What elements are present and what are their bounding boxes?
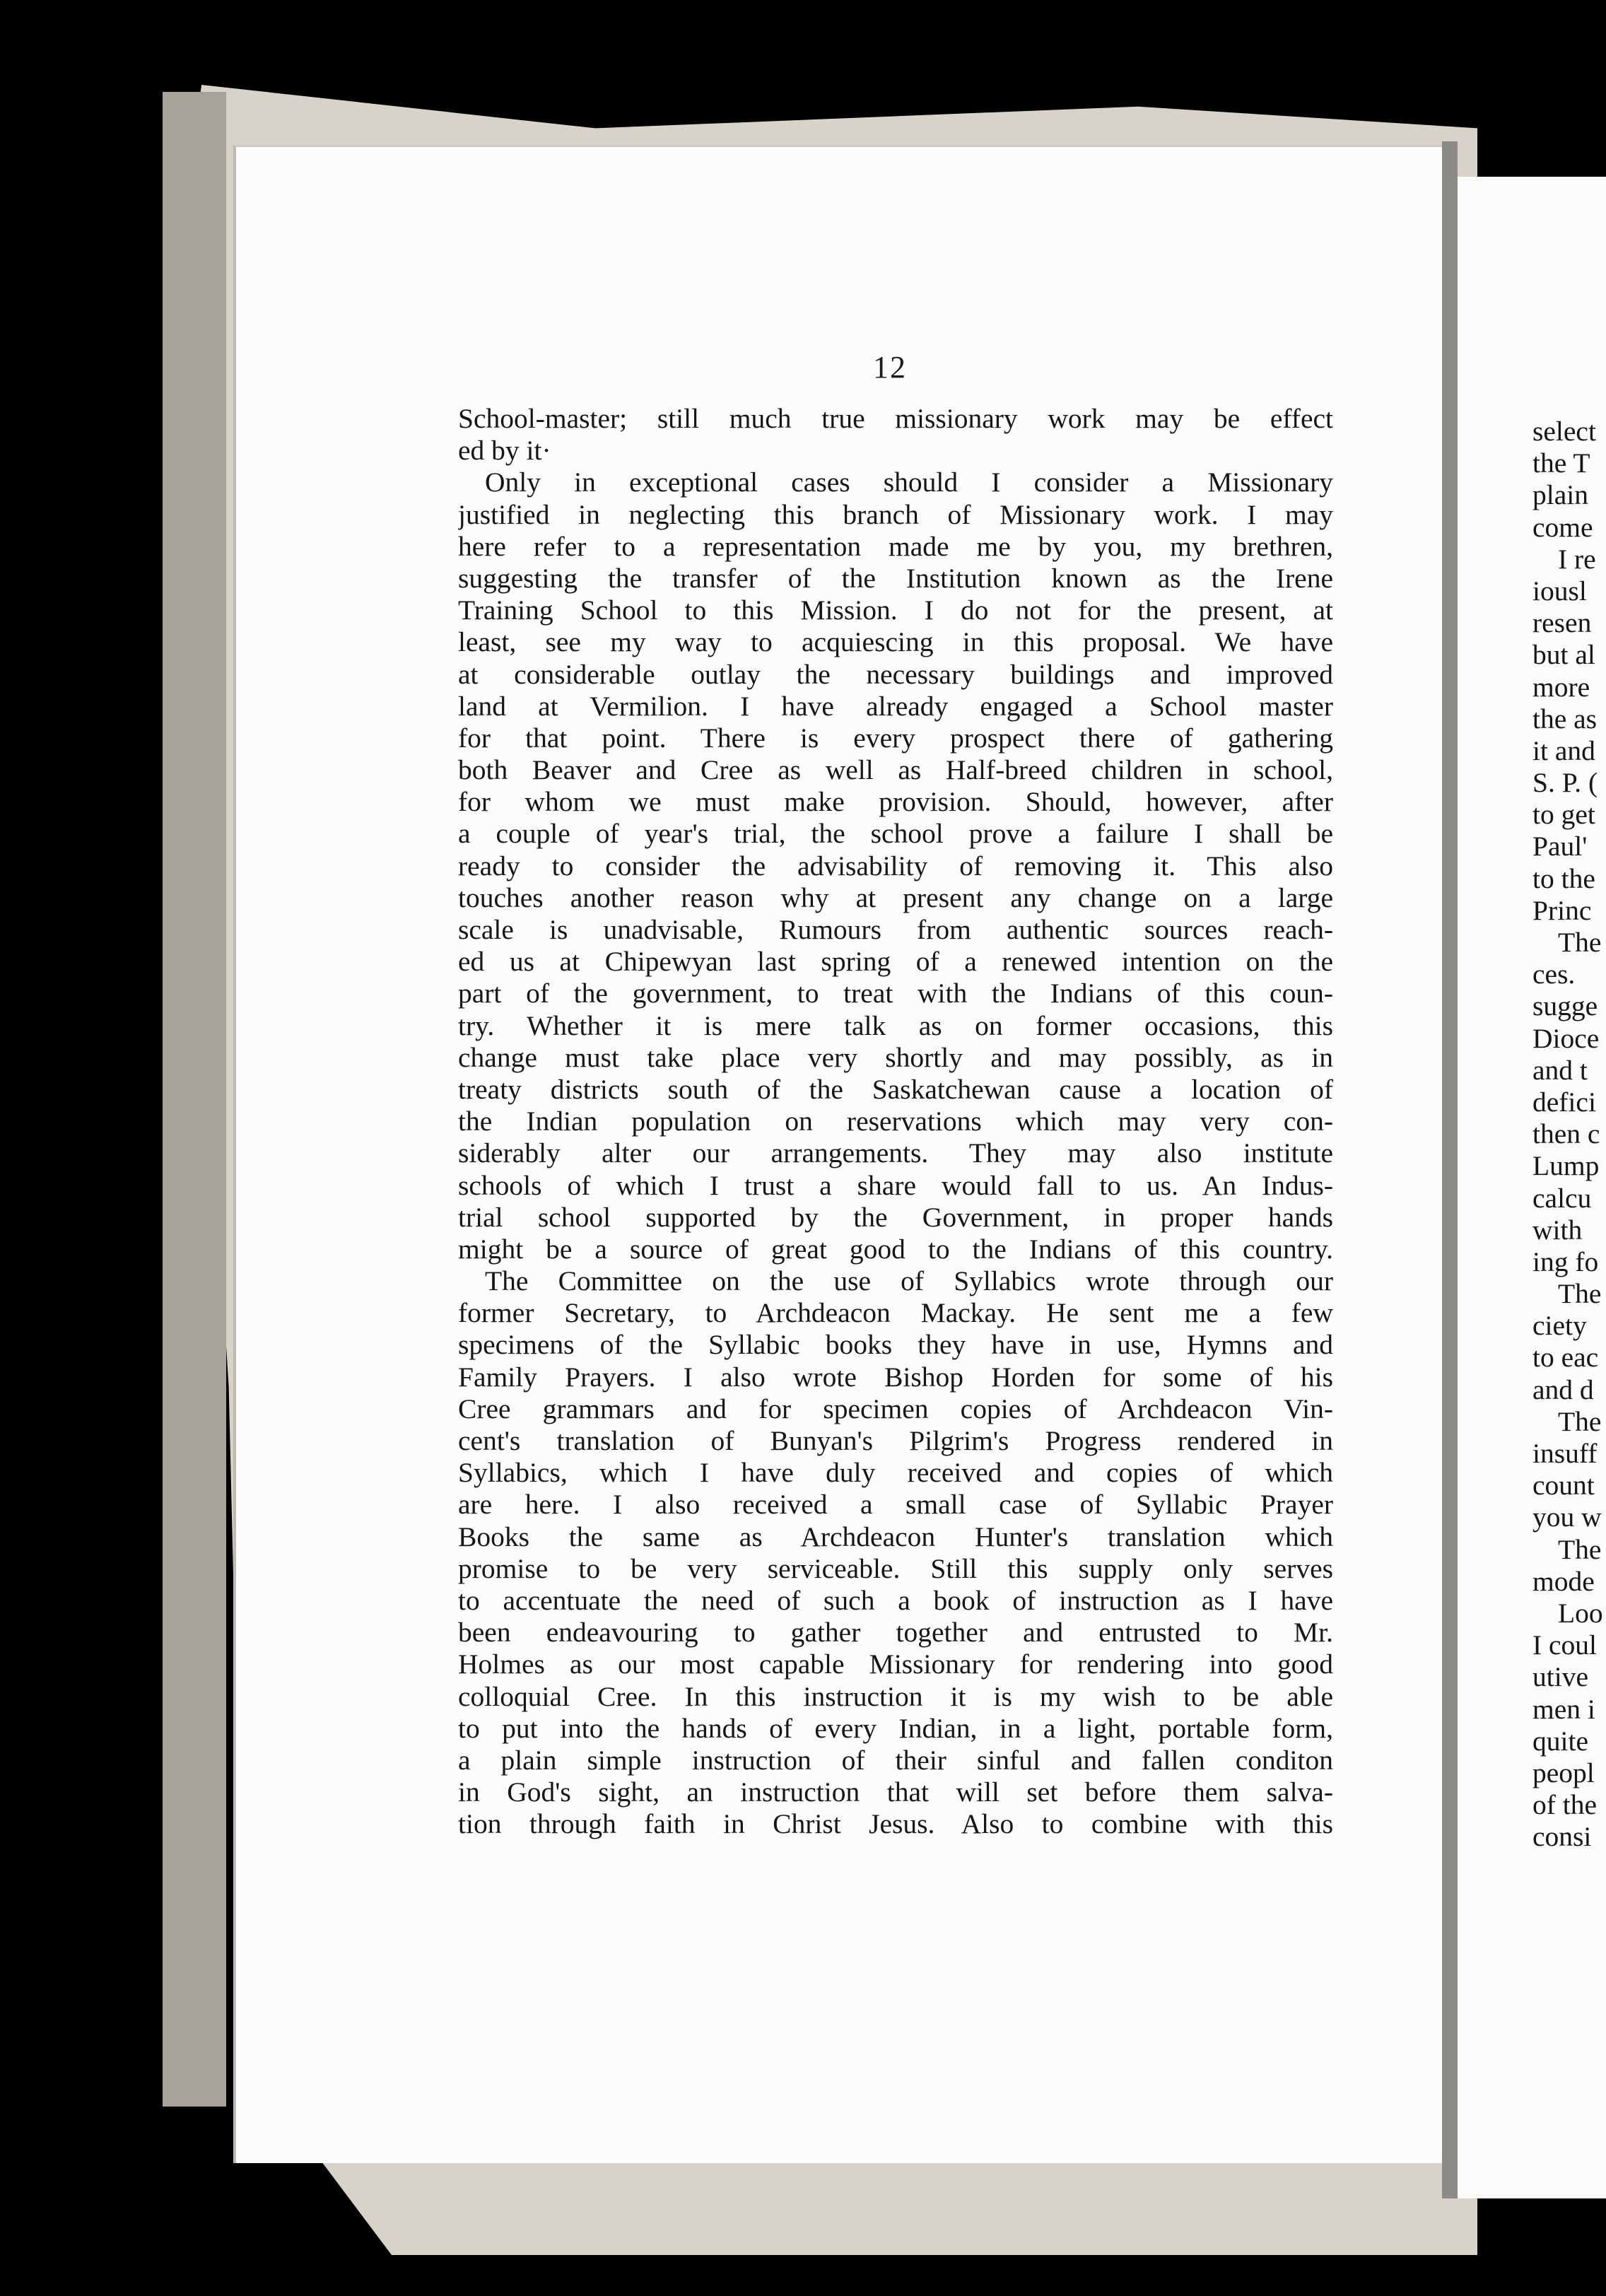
text-line: land at Vermilion. I have already engaged a School master [458,690,1333,722]
text-line: promise to be very serviceable. Still this supply only serves [458,1552,1333,1584]
facing-text-line: consi [1532,1821,1592,1853]
text-line: trial school supported by the Government, in proper hands [458,1201,1333,1233]
facing-text-line: iousl [1532,575,1587,607]
facing-text-line: then c [1532,1118,1600,1150]
facing-text-line: The [1558,927,1602,958]
text-line: suggesting the transfer of the Institution known as the Irene [458,562,1333,594]
text-line: Only in exceptional cases should I consider a Missionary [485,467,1333,498]
text-line: try. Whether it is mere talk as on former occasions, this [458,1009,1333,1041]
text-line: former Secretary, to Archdeacon Mackay. He sent me a few [458,1297,1333,1329]
text-line: a plain simple instruction of their sinful and fallen conditon [458,1744,1333,1776]
facing-text-line: and d [1532,1374,1594,1405]
text-line: might be a source of great good to the Indians of this country. [458,1233,1333,1265]
text-line: School-master; still much true missionary work may be effect [458,403,1333,434]
text-line: the Indian population on reservations which may very con- [458,1106,1333,1137]
text-line: scale is unadvisable, Rumours from authentic sources reach- [458,914,1333,945]
facing-text-line: it and [1532,734,1595,766]
facing-text-line: S. P. ( [1532,767,1598,799]
text-line: tion through faith in Christ Jesus. Also to combine with this [458,1808,1333,1840]
text-line: to put into the hands of every Indian, in a light, portable form, [458,1712,1333,1744]
facing-text-line: come [1532,511,1593,543]
text-line: a couple of year's trial, the school prove a failure I shall be [458,818,1333,850]
facing-text-line: sugge [1532,990,1598,1022]
text-line: Training School to this Mission. I do not for the present, at [458,594,1333,626]
facing-text-line: calcu [1532,1182,1592,1214]
facing-text-line: Lump [1532,1150,1600,1182]
facing-text-line: peopl [1532,1757,1595,1788]
facing-text-line: to the [1532,862,1595,894]
text-line: in God's sight, an instruction that will set before them salva- [458,1776,1333,1808]
text-line: at considerable outlay the necessary buildings and improved [458,658,1333,690]
facing-text-line: but al [1532,639,1595,671]
facing-text-line: and t [1532,1054,1588,1086]
facing-text-line: ces. [1532,959,1576,990]
facing-text-line: I re [1558,543,1596,575]
text-line: part of the government, to treat with the Indians of this coun- [458,978,1333,1009]
text-line: are here. I also received a small case of Syllabic Prayer [458,1489,1333,1521]
text-line: Syllabics, which I have duly received and copies of which [458,1457,1333,1489]
page-stacked-edges [163,92,226,2107]
facing-text-line: Princ [1532,894,1592,926]
facing-text-line: select [1532,416,1596,447]
text-line: specimens of the Syllabic books they have in use, Hymns and [458,1329,1333,1361]
text-line: justified in neglecting this branch of Missionary work. I may [458,498,1333,530]
facing-text-line: mode [1532,1565,1595,1597]
text-line: Family Prayers. I also wrote Bishop Horden for some of his [458,1361,1333,1393]
text-line: for that point. There is every prospect there of gathering [458,722,1333,754]
facing-text-line: Dioce [1532,1022,1600,1054]
text-line: for whom we must make provision. Should, however, after [458,786,1333,818]
facing-text-line: to eac [1532,1342,1599,1374]
facing-text-line: ing fo [1532,1246,1599,1277]
facing-text-line: resen [1532,607,1592,639]
facing-text-line: the T [1532,447,1590,479]
text-line: ed us at Chipewyan last spring of a renewed intention on the [458,946,1333,978]
text-line: both Beaver and Cree as well as Half-breed children in school, [458,754,1333,786]
facing-text-line: to get [1532,799,1595,831]
facing-text-line: men i [1532,1693,1595,1725]
text-line: The Committee on the use of Syllabics wrote through our [485,1265,1333,1297]
text-line: siderably alter our arrangements. They may also institute [458,1137,1333,1169]
text-line: here refer to a representation made me by you, my brethren, [458,530,1333,562]
facing-text-line: utive [1532,1661,1588,1693]
page-number: 12 [873,350,907,385]
facing-text-line: Paul' [1532,831,1588,862]
text-line: colloquial Cree. In this instruction it is my wish to be able [458,1680,1333,1712]
text-line: Books the same as Archdeacon Hunter's translation which [458,1521,1333,1552]
page-body-text [458,403,1333,1840]
facing-text-line: more [1532,671,1590,703]
facing-text-line: you w [1532,1501,1602,1533]
facing-text-line: of the [1532,1789,1598,1821]
facing-text-line: quite [1532,1725,1588,1757]
facing-text-line: I coul [1532,1629,1598,1661]
text-line: touches another reason why at present any change on a large [458,882,1333,913]
text-line: change must take place very shortly and may possibly, as in [458,1041,1333,1073]
facing-page-text [1532,416,1603,1853]
text-line: treaty districts south of the Saskatchewan cause a location of [458,1073,1333,1105]
text-line: least, see my way to acquiescing in this proposal. We have [458,626,1333,658]
text-line: ed by it· [458,435,551,467]
facing-text-line: plain [1532,479,1588,511]
text-line: Holmes as our most capable Missionary for rendering into good [458,1648,1333,1680]
text-line: Cree grammars and for specimen copies of Archdeacon Vin- [458,1393,1333,1424]
facing-text-line: The [1558,1278,1602,1310]
text-line: been endeavouring to gather together and entrusted to Mr. [458,1617,1333,1648]
text-line: schools of which I trust a share would fall to us. An Indus- [458,1169,1333,1201]
text-line: to accentuate the need of such a book of instruction as I have [458,1584,1333,1616]
facing-text-line: Loo [1558,1597,1603,1629]
facing-text-line: insuff [1532,1438,1598,1469]
text-line: ready to consider the advisability of removing it. This also [458,850,1333,882]
facing-text-line: defici [1532,1086,1596,1118]
facing-text-line: The [1558,1533,1602,1565]
facing-text-line: with [1532,1214,1583,1246]
facing-text-line: ciety [1532,1310,1587,1342]
facing-text-line: The [1558,1405,1602,1437]
facing-text-line: count [1532,1470,1595,1501]
text-line: cent's translation of Bunyan's Pilgrim's Progress rendered in [458,1425,1333,1456]
book-gutter [1442,141,1458,2198]
facing-text-line: the as [1532,703,1598,734]
